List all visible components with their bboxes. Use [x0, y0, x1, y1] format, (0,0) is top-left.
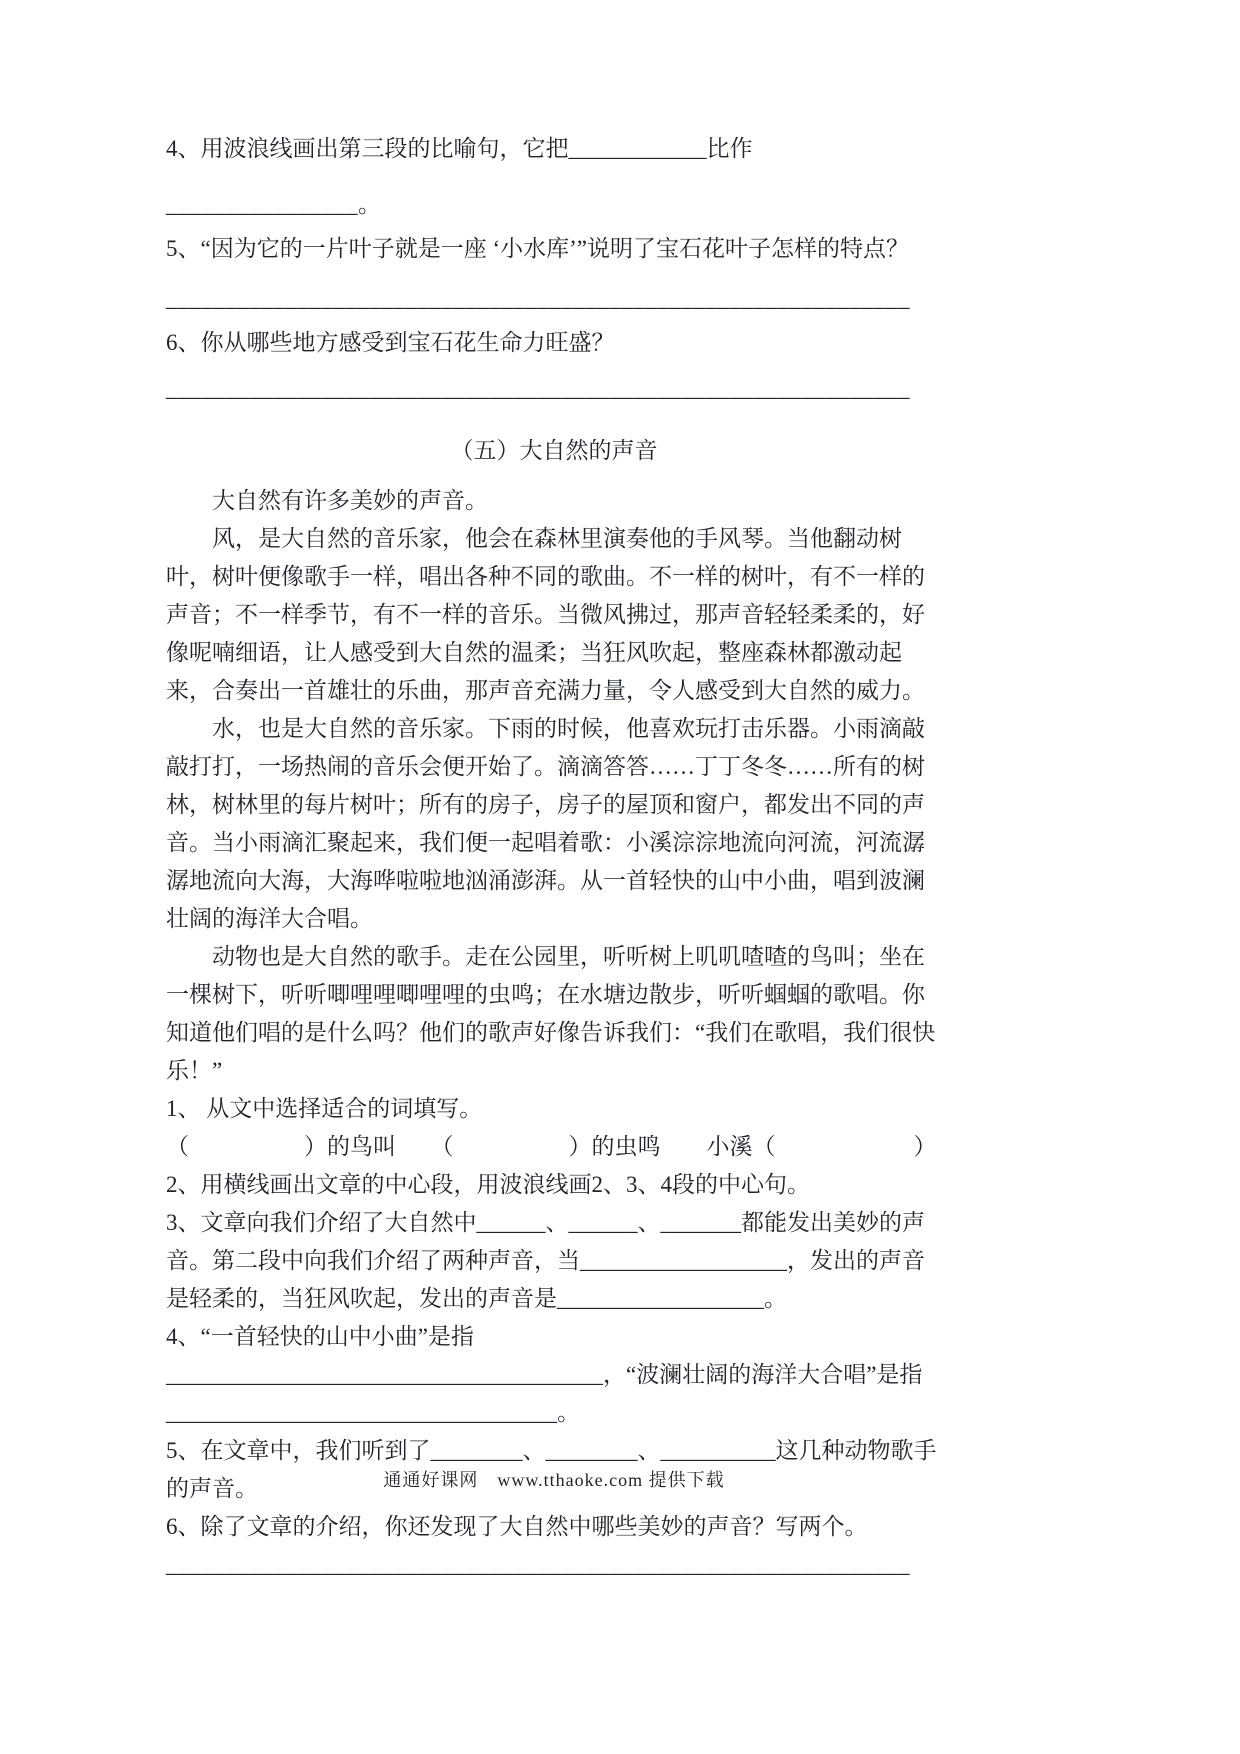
answer-blank-line: ______________________________________________________________	[166, 1552, 910, 1577]
passage-title: （五）大自然的声音	[450, 438, 658, 463]
comprehension-questions-section	[166, 1090, 942, 1584]
question-item: 3、文章向我们介绍了大自然中______、______、_______都能发出美妙的声音。第二段中向我们介绍了两种声音，当__________________，发出的声音是轻柔的，当狂风吹起，发出的声音是__________________。	[166, 1210, 925, 1311]
passage-paragraph: 水，也是大自然的音乐家。下雨的时候，他喜欢玩打击乐器。小雨滴敲敲打打，一场热闹的音乐会便开始了。滴滴答答……丁丁冬冬……所有的树林，树林里的每片树叶；所有的房子，房子的屋顶和窗户，都发出不同的声音。当小雨滴汇聚起来，我们便一起唱着歌：小溪淙淙地流向河流，河流潺潺地流向大海，大海哗啦啦地汹涌澎湃。从一首轻快的山中小曲，唱到波澜壮阔的海洋大合唱。	[166, 716, 925, 931]
question-item: 6、除了文章的介绍，你还发现了大自然中哪些美妙的声音？写两个。	[166, 1514, 868, 1539]
question-item: 4、“一首轻快的山中小曲”是指______________________________________，“波澜壮阔的海洋大合唱”是指__________________________________。	[166, 1324, 923, 1425]
question-5: 5、“因为它的一片叶子就是一座 ‘小水库’”说明了宝石花叶子怎样的特点？	[166, 236, 909, 261]
question-5-answer-blank: ______________________________________________________________	[166, 286, 910, 311]
question-item: 5、在文章中，我们听到了________、________、__________这几种动物歌手的声音。	[166, 1438, 937, 1501]
passage-paragraph: 大自然有许多美妙的声音。	[212, 488, 488, 513]
question-4-line1: 4、用波浪线画出第三段的比喻句，它把____________比作	[166, 136, 753, 161]
passage-body	[166, 482, 942, 1090]
question-fill-in-row: （ ）的鸟叫 （ ）的虫鸣 小溪（ ）	[166, 1134, 937, 1159]
question-item: 1、 从文中选择适合的词填写。	[166, 1096, 483, 1121]
passage-paragraph: 动物也是大自然的歌手。走在公园里，听听树上叽叽喳喳的鸟叫；坐在一棵树下，听听唧哩哩唧哩哩的虫鸣；在水塘边散步，听听蝈蝈的歌唱。你知道他们唱的是什么吗？他们的歌声好像告诉我们：“我们在歌唱，我们很快乐！”	[166, 944, 936, 1083]
question-item: 2、用横线画出文章的中心段，用波浪线画2、3、4段的中心句。	[166, 1172, 810, 1197]
question-6-answer-blank: ______________________________________________________________	[166, 376, 910, 401]
carryover-questions-section	[166, 130, 942, 408]
download-footer: 通通好课网 www.tthaoke.com 提供下载	[383, 1470, 725, 1490]
question-6: 6、你从哪些地方感受到宝石花生命力旺盛？	[166, 330, 615, 355]
question-4-line2: ________________。	[166, 192, 382, 217]
passage-paragraph: 风，是大自然的音乐家，他会在森林里演奏他的手风琴。当他翻动树叶，树叶便像歌手一样，唱出各种不同的歌曲。不一样的树叶，有不一样的声音；不一样季节，有不一样的音乐。当微风拂过，那声音轻轻柔柔的，好像呢喃细语，让人感受到大自然的温柔；当狂风吹起，整座森林都激动起来，合奏出一首雄壮的乐曲，那声音充满力量，令人感受到大自然的威力。	[166, 526, 925, 703]
